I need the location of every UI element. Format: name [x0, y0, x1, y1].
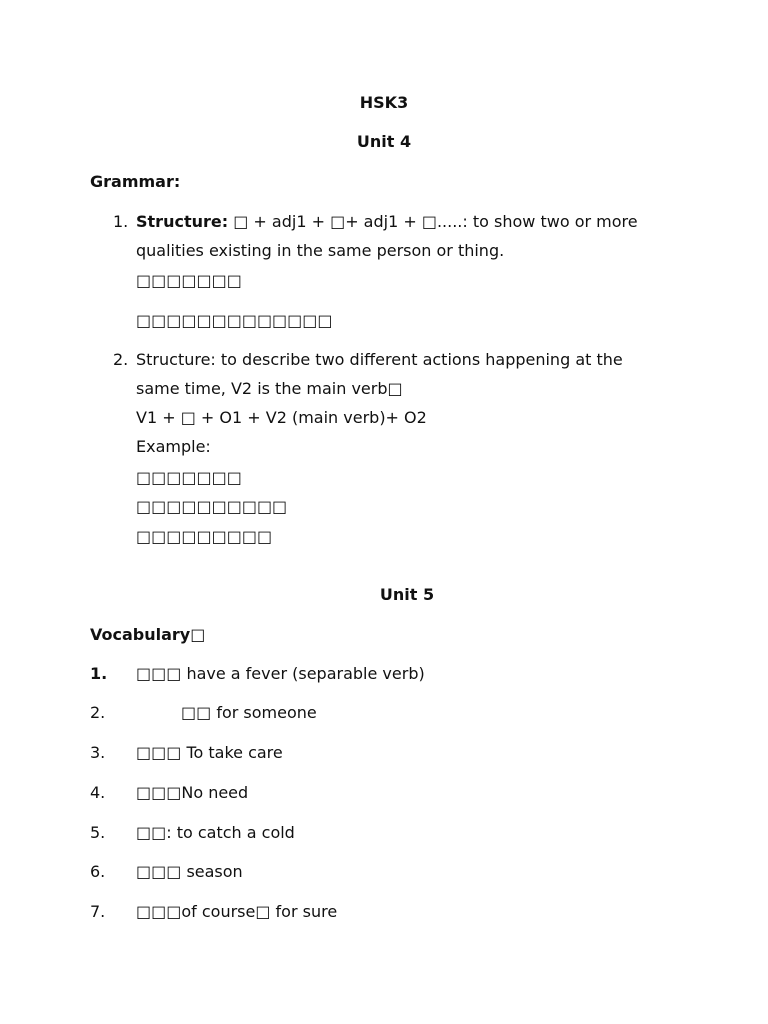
grammar-item-2-number: 2.	[113, 350, 129, 369]
vocab-number: 6.	[90, 862, 106, 881]
vocab-item: □□□No need	[136, 783, 249, 802]
vocabulary-heading: Vocabulary□	[90, 625, 206, 644]
grammar-item-1-example-1: □□□□□□□	[136, 271, 242, 290]
structure-formula: □ + adj1 + □+ adj1 + □.....: to show two or more	[228, 212, 638, 231]
vocab-number: 1.	[90, 664, 108, 683]
document-title: HSK3	[359, 93, 409, 112]
grammar-item-1-example-2: □□□□□□□□□□□□□	[136, 311, 333, 330]
grammar-heading: Grammar:	[90, 172, 181, 191]
unit-4-heading: Unit 4	[356, 132, 412, 151]
grammar-item-2-example-3: □□□□□□□□□	[136, 527, 273, 546]
vocab-item: □□□of course□ for sure	[136, 902, 338, 921]
vocab-item: □□□ To take care	[136, 743, 283, 762]
grammar-item-2-line-2: same time, V2 is the main verb□	[136, 379, 403, 398]
grammar-item-2-example-1: □□□□□□□	[136, 468, 242, 487]
vocab-number: 4.	[90, 783, 106, 802]
vocab-item: □□: to catch a cold	[136, 823, 295, 842]
grammar-item-1-number: 1.	[113, 212, 129, 231]
vocab-item: □□□ have a fever (separable verb)	[136, 664, 425, 683]
grammar-item-1-line-1	[136, 212, 638, 232]
grammar-item-2-line-1: Structure: to describe two different actions happening at the	[136, 350, 623, 369]
vocab-item: □□□ season	[136, 862, 243, 881]
grammar-item-1-line-2: qualities existing in the same person or thing.	[136, 241, 505, 260]
grammar-item-2-example-2: □□□□□□□□□□	[136, 497, 288, 516]
structure-label: Structure:	[136, 212, 229, 231]
vocab-number: 7.	[90, 902, 106, 921]
unit-5-heading: Unit 5	[379, 585, 435, 604]
vocab-item: □□ for someone	[181, 703, 317, 722]
grammar-item-2-formula: V1 + □ + O1 + V2 (main verb)+ O2	[136, 408, 427, 427]
vocab-number: 2.	[90, 703, 106, 722]
vocab-number: 5.	[90, 823, 106, 842]
example-label: Example:	[136, 437, 211, 456]
vocab-number: 3.	[90, 743, 106, 762]
